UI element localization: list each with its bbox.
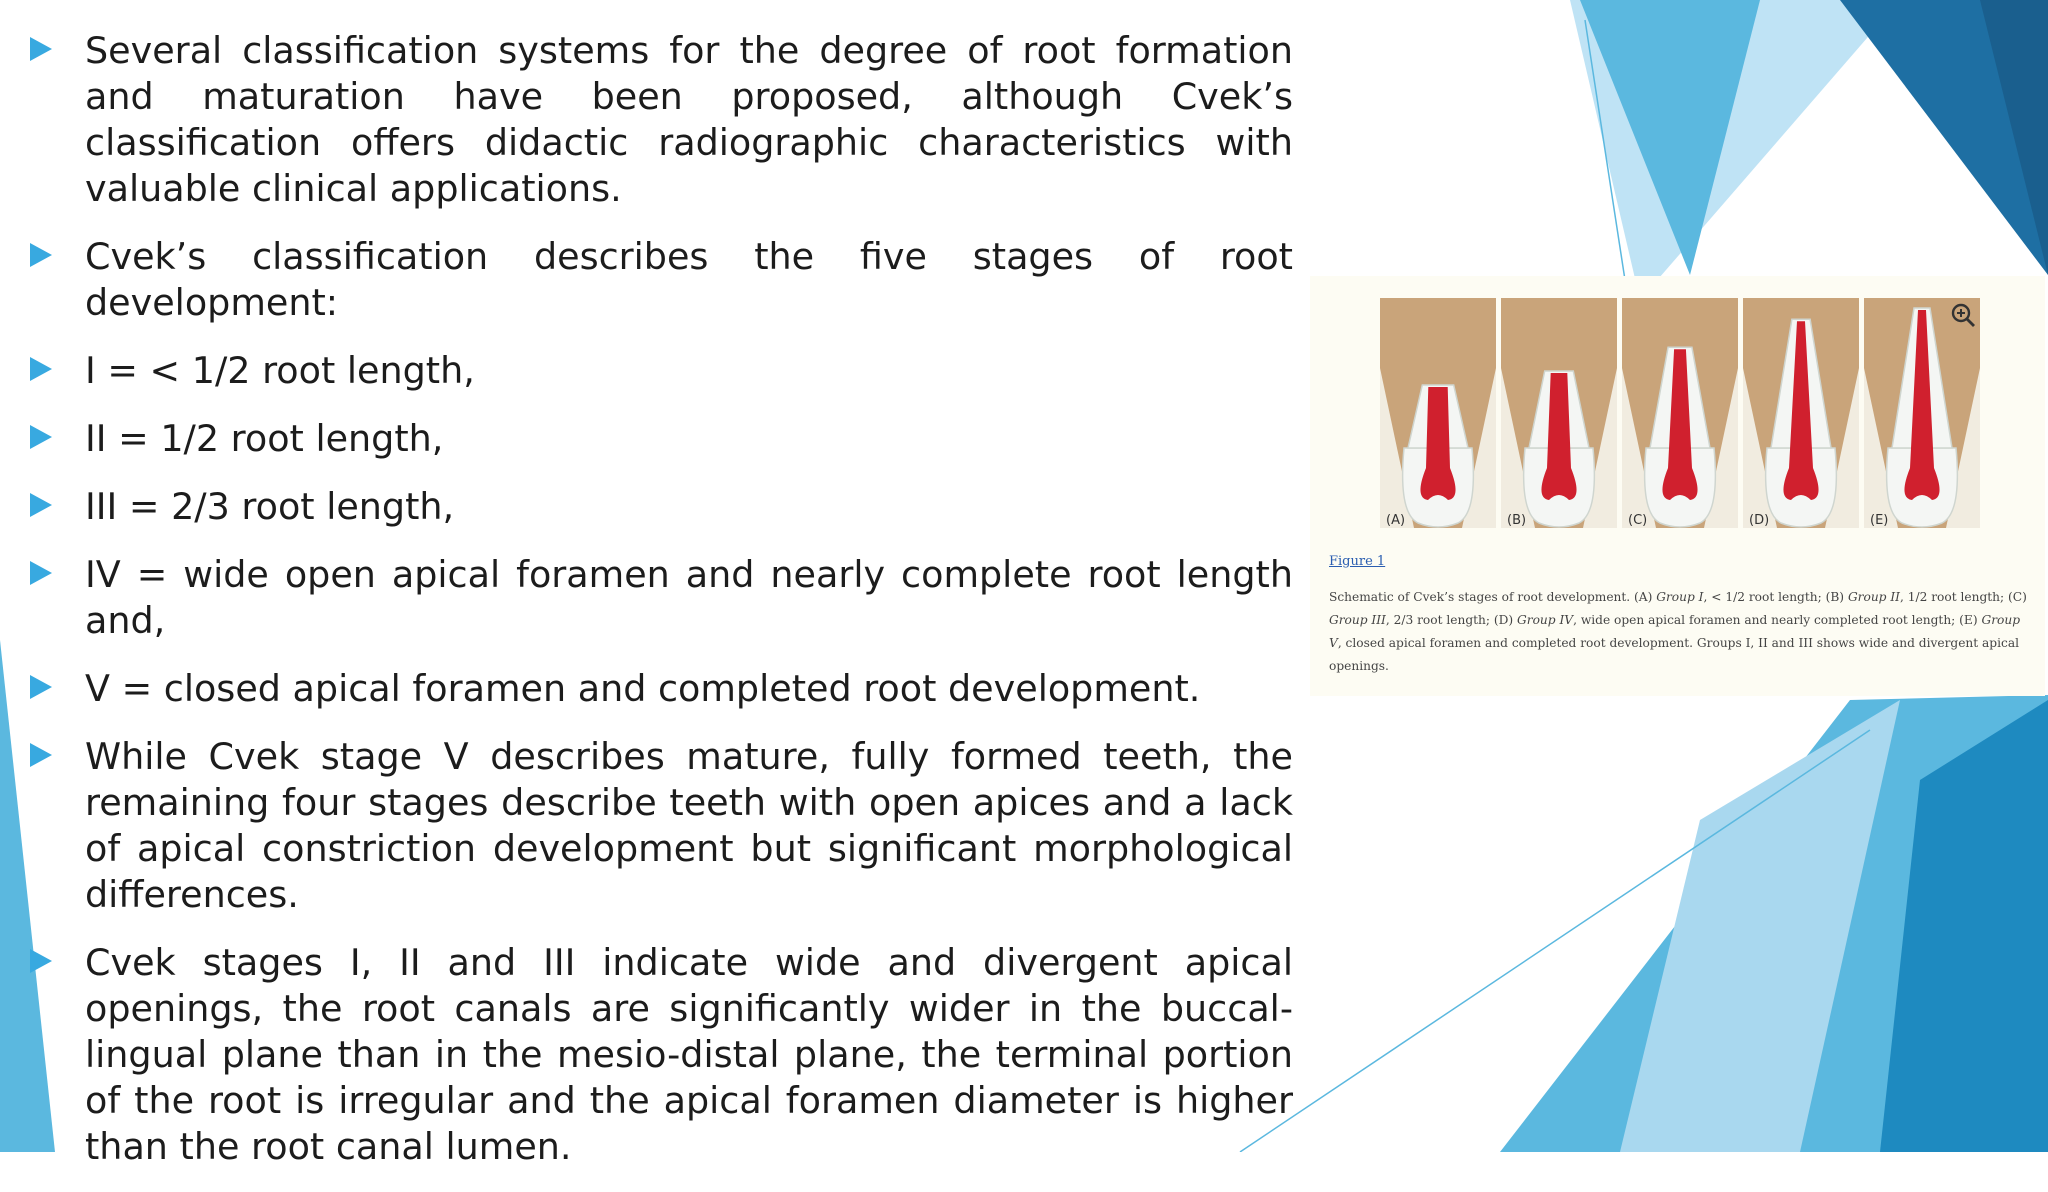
caption-group-name: Group II xyxy=(1847,590,1900,604)
caption-group-name: Group V xyxy=(1329,613,2021,650)
bullet-item xyxy=(28,734,1293,918)
bullet-text: Cvek’s classification describes the five stages of root development: xyxy=(85,235,1293,324)
bullet-item xyxy=(28,28,1293,212)
bullet-item xyxy=(28,666,1293,712)
caption-group-name: Group I xyxy=(1656,590,1704,604)
triangle-bullet-icon xyxy=(30,949,52,973)
bullet-text: Cvek stages I, II and III indicate wide and divergent apical openings, the root canals are significantly wider in the buccal-lingual plane than in the mesio-distal plane, the terminal portion of the root is irregular and the apical foramen diameter is higher than the root canal lumen. xyxy=(85,941,1293,1168)
stage-label: (E) xyxy=(1870,513,1889,528)
triangle-bullet-icon xyxy=(30,561,52,585)
triangle-bullet-icon xyxy=(30,493,52,517)
stage-label: (A) xyxy=(1386,513,1406,528)
caption-text: , 2/3 root length; (D) xyxy=(1385,613,1518,627)
bullet-item xyxy=(28,940,1293,1170)
triangle-bullet-icon xyxy=(30,243,52,267)
caption-text: Schematic of Cvek’s stages of root development. (A) xyxy=(1329,590,1657,604)
triangle-bullet-icon xyxy=(30,675,52,699)
caption-text: , 1/2 root length; (C) xyxy=(1900,590,2027,604)
caption-group-name: Group IV xyxy=(1517,613,1574,627)
figure-link[interactable]: Figure 1 xyxy=(1329,554,1386,569)
bullet-text: II = 1/2 root length, xyxy=(85,417,444,460)
caption-text: , wide open apical foramen and nearly completed root length; (E) xyxy=(1573,613,1982,627)
caption-text: , closed apical foramen and completed root development. Groups I, II and III shows wide and divergent apical openings. xyxy=(1329,636,2019,673)
figure-caption xyxy=(1329,586,2029,678)
zoom-in-icon[interactable] xyxy=(1950,302,1976,328)
bullet-item xyxy=(28,552,1293,644)
triangle-bullet-icon xyxy=(30,743,52,767)
triangle-bullet-icon xyxy=(30,357,52,381)
bullet-list xyxy=(28,28,1293,1192)
bullet-text: Several classification systems for the degree of root formation and maturation have been proposed, although Cvek’s classification offers didactic radiographic characteristics with valuable clinical applications. xyxy=(85,29,1293,210)
triangle-bullet-icon xyxy=(30,425,52,449)
bullet-text: IV = wide open apical foramen and nearly complete root length and, xyxy=(85,553,1293,642)
bullet-item xyxy=(28,484,1293,530)
bullet-text: I = < 1/2 root length, xyxy=(85,349,475,392)
stage-label: (C) xyxy=(1628,513,1648,528)
bullet-text: V = closed apical foramen and completed root development. xyxy=(85,667,1201,710)
stage-label: (B) xyxy=(1507,513,1527,528)
bullet-text: III = 2/3 root length, xyxy=(85,485,455,528)
bullet-item xyxy=(28,416,1293,462)
triangle-bullet-icon xyxy=(30,37,52,61)
bullet-text: While Cvek stage V describes mature, fully formed teeth, the remaining four stages describe teeth with open apices and a lack of apical constriction development but significant morphological differences. xyxy=(85,735,1293,916)
stage-label: (D) xyxy=(1749,513,1770,528)
figure-panel xyxy=(1310,276,2045,696)
bullet-item xyxy=(28,234,1293,326)
bullet-item xyxy=(28,348,1293,394)
root-development-illustration xyxy=(1380,298,1980,550)
caption-group-name: Group III xyxy=(1329,613,1386,627)
caption-text: , < 1/2 root length; (B) xyxy=(1703,590,1848,604)
